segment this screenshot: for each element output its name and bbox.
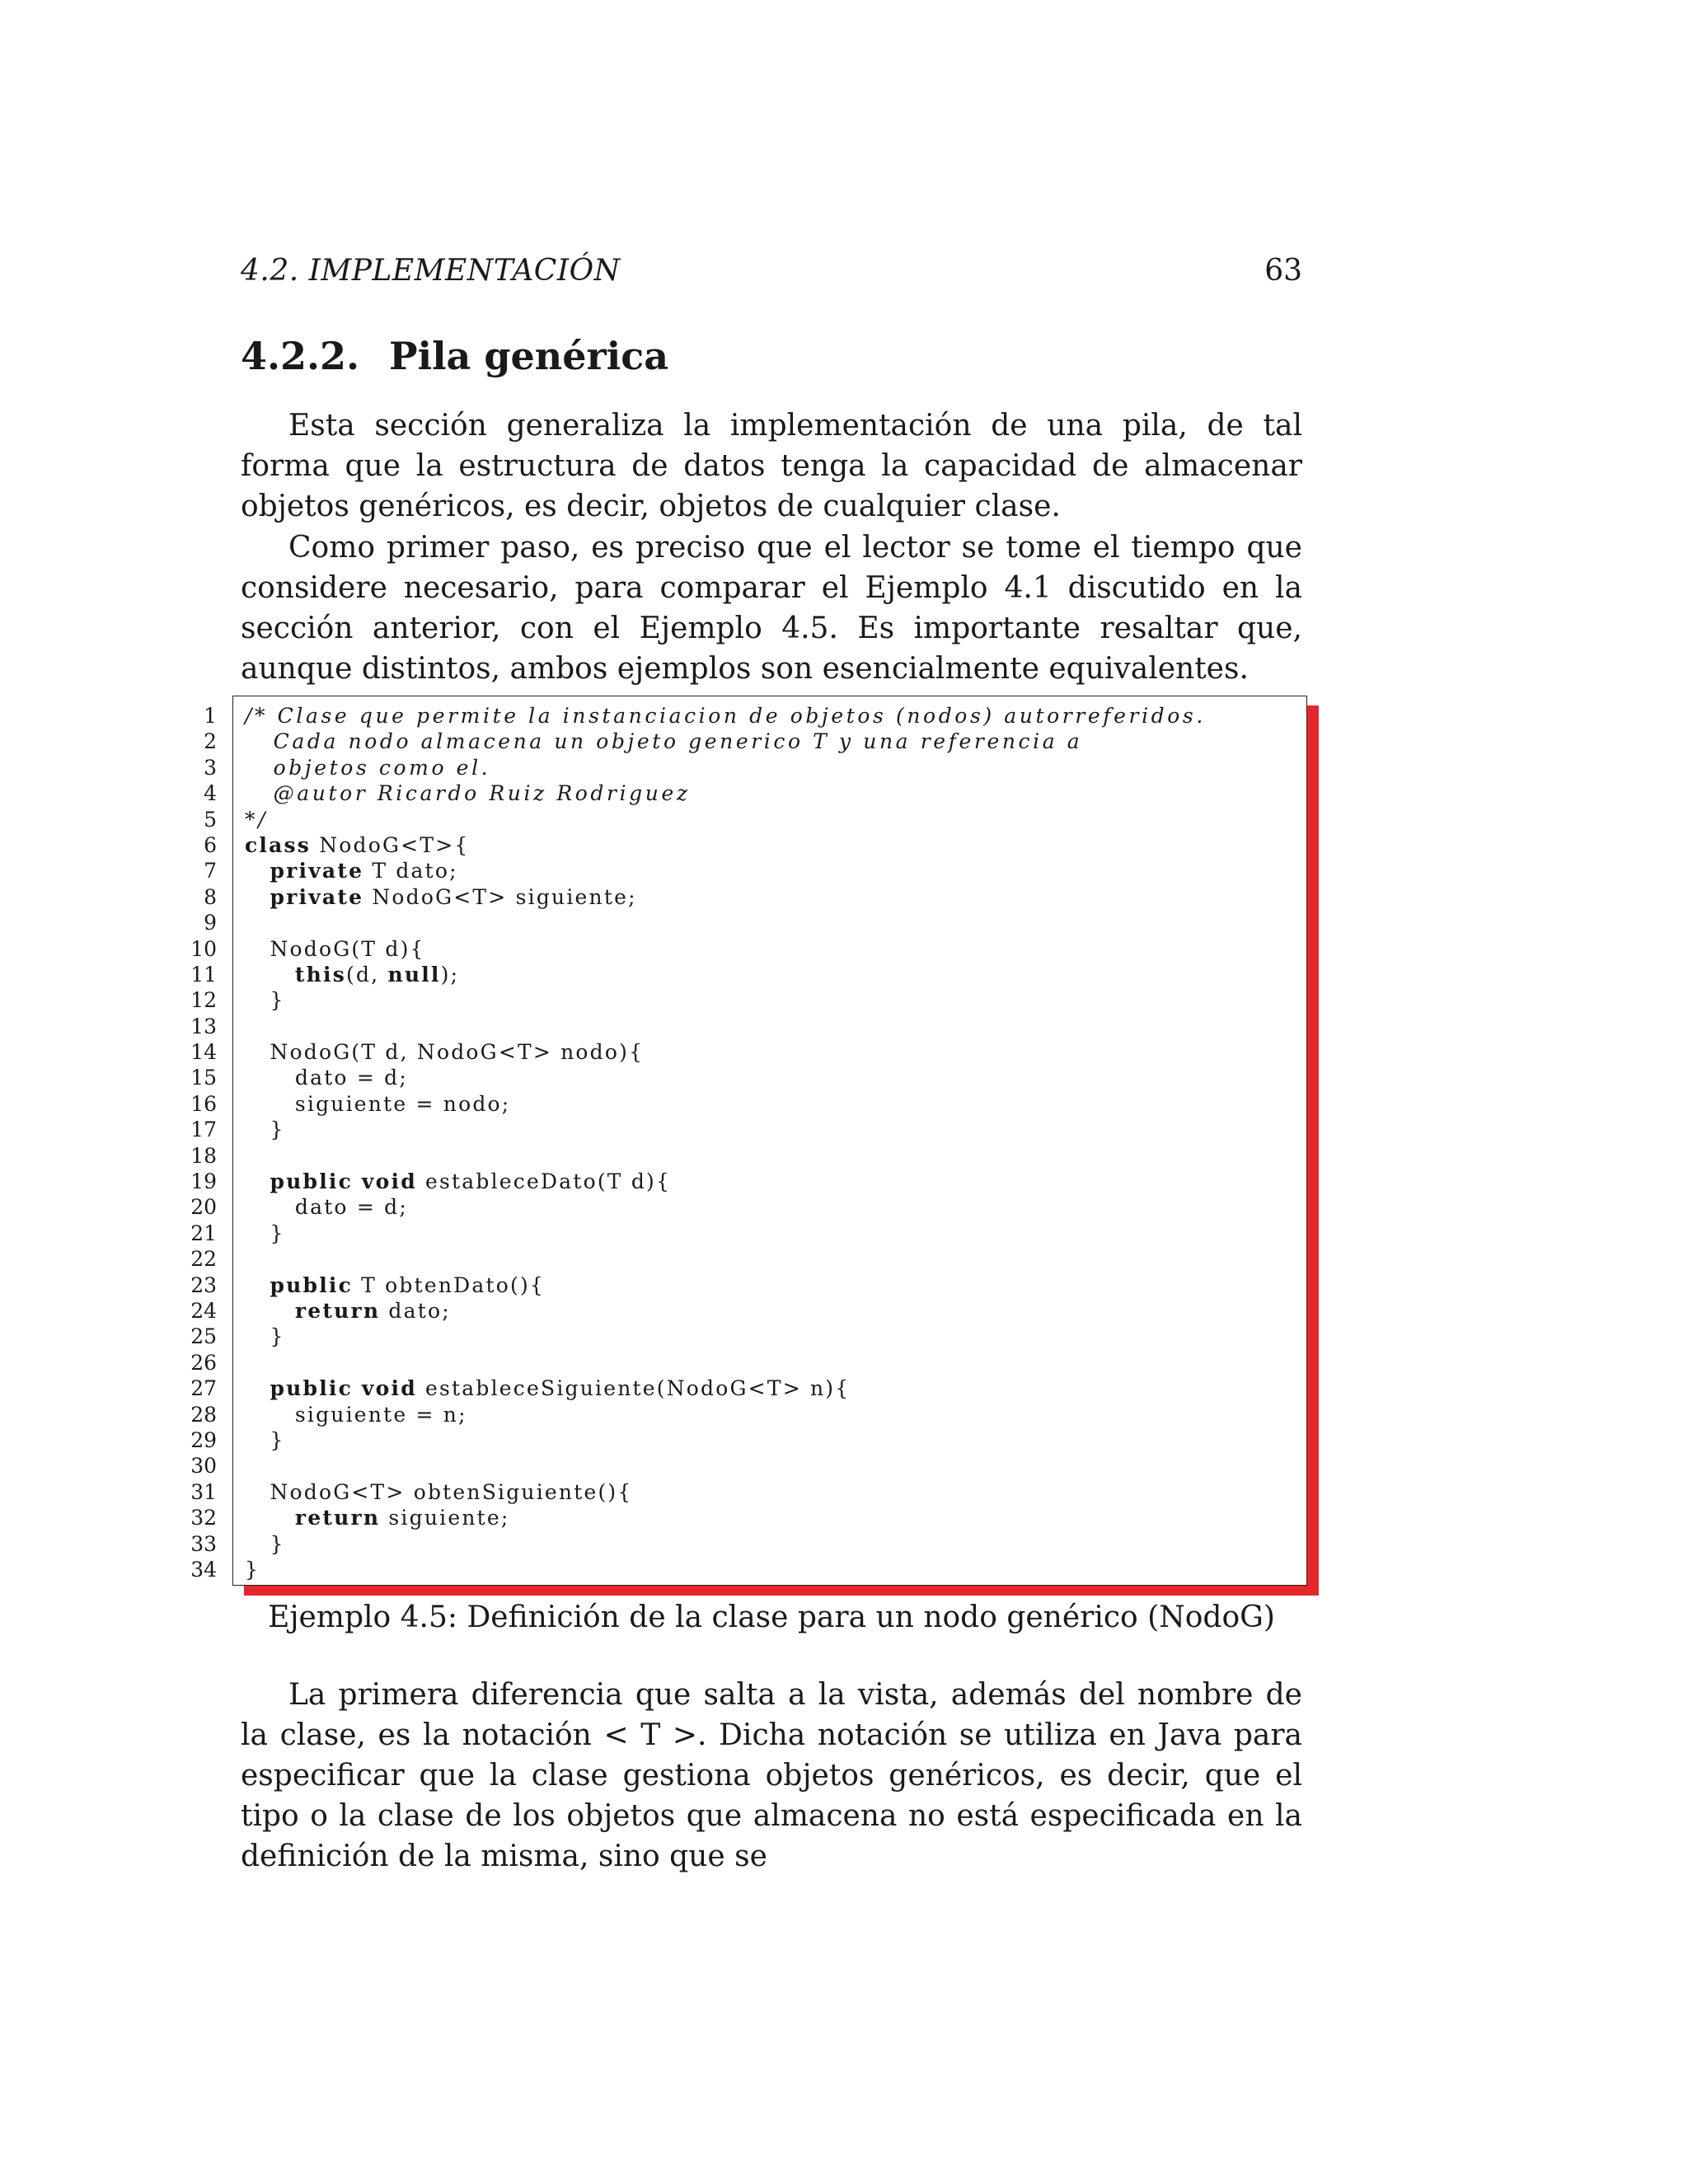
code-keyword: null <box>387 962 441 987</box>
line-number: 13 <box>190 1014 217 1038</box>
code-line <box>190 1246 1306 1272</box>
line-number: 20 <box>190 1195 217 1220</box>
line-number: 10 <box>190 936 217 961</box>
code-line <box>204 703 1306 729</box>
code-text <box>245 703 1206 729</box>
code-fragment: siguiente = n; <box>245 1402 467 1427</box>
code-keyword: public <box>270 1272 354 1297</box>
code-text <box>245 1557 260 1582</box>
line-number: 15 <box>190 1066 217 1090</box>
code-text <box>245 1505 509 1530</box>
line-number: 7 <box>204 859 217 883</box>
line-number: 19 <box>190 1169 217 1194</box>
code-line <box>204 755 1306 780</box>
running-title: 4.2. IMPLEMENTACIÓN <box>241 254 621 288</box>
section-heading <box>241 334 668 378</box>
code-keyword: return <box>294 1298 381 1323</box>
code-fragment: } <box>245 1324 285 1349</box>
line-number: 4 <box>204 781 217 806</box>
code-line <box>190 1376 1306 1401</box>
code-line <box>190 1143 1306 1169</box>
code-lines <box>190 703 1306 1582</box>
code-fragment: dato = d; <box>245 1195 408 1220</box>
code-line <box>204 884 1306 910</box>
code-fragment: NodoG(T d){ <box>245 936 425 961</box>
line-number: 8 <box>204 884 217 909</box>
code-line <box>190 1298 1306 1324</box>
line-number: 14 <box>190 1040 217 1065</box>
line-number: 6 <box>204 832 217 857</box>
code-fragment: NodoG<T> obtenSiguiente(){ <box>245 1479 633 1504</box>
code-fragment: objetos como el. <box>245 755 491 780</box>
code-line <box>190 1505 1306 1530</box>
line-number: 34 <box>190 1557 217 1582</box>
running-header <box>241 254 1302 295</box>
code-fragment: NodoG<T> siguiente; <box>363 884 637 909</box>
code-fragment: siguiente; <box>380 1506 510 1530</box>
code-line <box>190 1453 1306 1479</box>
line-number: 23 <box>190 1272 217 1297</box>
code-fragment: Cada nodo almacena un objeto generico T y una referencia a <box>245 729 1083 754</box>
code-text <box>245 780 691 806</box>
code-fragment: siguiente = nodo; <box>245 1091 511 1116</box>
line-number: 25 <box>190 1324 217 1349</box>
code-listing <box>190 696 1307 1586</box>
code-text <box>245 1039 644 1065</box>
code-line <box>190 1117 1306 1142</box>
code-text <box>245 1272 545 1298</box>
code-fragment: @autor Ricardo Ruiz Rodriguez <box>245 781 691 806</box>
code-fragment: */ <box>245 807 269 832</box>
code-line <box>190 987 1306 1013</box>
code-line <box>190 962 1306 987</box>
section-number: 4.2.2. <box>241 334 360 378</box>
code-line <box>190 1065 1306 1090</box>
line-number: 29 <box>190 1427 217 1452</box>
code-line <box>190 1014 1306 1039</box>
listing-caption: Ejemplo 4.5: Definición de la clase para un nodo genérico (NodoG) <box>268 1601 1275 1634</box>
code-fragment: ); <box>440 962 460 987</box>
code-text <box>245 1298 451 1324</box>
code-keyword: private <box>270 859 364 883</box>
section-title: Pila genérica <box>389 334 669 378</box>
line-number: 2 <box>204 729 217 754</box>
line-number: 27 <box>190 1376 217 1401</box>
line-number: 31 <box>190 1479 217 1504</box>
line-number: 12 <box>190 988 217 1013</box>
code-fragment: NodoG(T d, NodoG<T> nodo){ <box>245 1040 645 1065</box>
code-line <box>204 729 1306 754</box>
code-text <box>245 1065 408 1090</box>
code-line <box>190 1531 1306 1557</box>
code-text <box>245 1402 467 1427</box>
code-line <box>190 1402 1306 1427</box>
code-fragment: estableceSiguiente(NodoG<T> n){ <box>416 1376 851 1401</box>
code-text <box>245 1194 408 1220</box>
code-fragment: estableceDato(T d){ <box>416 1169 672 1194</box>
line-number: 1 <box>204 704 217 728</box>
code-keyword: private <box>270 884 364 909</box>
code-fragment: T dato; <box>363 859 458 883</box>
line-number: 11 <box>190 962 217 987</box>
code-line <box>190 1272 1306 1298</box>
code-text <box>245 755 490 780</box>
code-text <box>245 1376 850 1401</box>
line-number: 26 <box>190 1350 217 1375</box>
code-fragment: dato; <box>380 1298 451 1323</box>
code-line <box>190 1427 1306 1453</box>
code-text <box>245 987 285 1013</box>
line-number: 16 <box>190 1091 217 1116</box>
code-fragment: } <box>245 1221 285 1245</box>
code-text <box>245 832 469 858</box>
line-number: 33 <box>190 1531 217 1556</box>
code-line <box>204 832 1306 858</box>
code-text <box>245 1324 285 1349</box>
code-keyword: return <box>294 1506 381 1530</box>
code-text <box>245 1221 285 1246</box>
line-number: 32 <box>190 1506 217 1530</box>
code-fragment: } <box>245 1118 285 1142</box>
line-number: 3 <box>204 755 217 780</box>
code-line <box>190 1479 1306 1505</box>
code-line <box>190 1324 1306 1349</box>
paragraph-comparison: Como primer paso, es preciso que el lector se tome el tiempo que considere necesario, para comparar el Ejemplo 4.1 discutido en la sección anterior, con el Ejemplo 4.5. Es importante resaltar que, aunque distintos, ambos ejemplos son esencialmente equivalentes. <box>241 531 1302 686</box>
code-line <box>190 1169 1306 1194</box>
line-number: 28 <box>190 1402 217 1427</box>
line-number: 17 <box>190 1118 217 1142</box>
code-keyword: public void <box>270 1169 417 1194</box>
code-keyword: public void <box>270 1376 417 1401</box>
code-text <box>245 807 268 832</box>
code-line <box>204 780 1306 806</box>
code-fragment: } <box>245 1557 260 1582</box>
code-text <box>245 858 458 883</box>
paragraph-notation: La primera diferencia que salta a la vista, además del nombre de la clase, es la notación < T >. Dicha notación se utiliza en Java para especificar que la clase gestiona objetos genéricos, es decir, que el tipo o la clase de los objetos que almacena no está especificada en la definición de la misma, sino que se <box>241 1678 1302 1873</box>
code-fragment: } <box>245 1531 285 1556</box>
code-keyword: class <box>245 832 312 857</box>
code-line <box>204 807 1306 832</box>
code-fragment: dato = d; <box>245 1066 408 1090</box>
code-fragment: (d, <box>346 962 388 987</box>
paragraph-intro: Esta sección generaliza la implementación de una pila, de tal forma que la estructura de datos tenga la capacidad de almacenar objetos genéricos, es decir, objetos de cualquier clase. <box>241 409 1302 523</box>
code-text <box>245 884 637 910</box>
code-fragment: } <box>245 988 285 1013</box>
code-box <box>190 696 1307 1586</box>
code-line <box>190 1557 1306 1582</box>
code-text <box>245 962 459 987</box>
line-number: 9 <box>204 911 217 935</box>
code-text <box>245 1531 285 1557</box>
code-line <box>190 1350 1306 1376</box>
code-line <box>204 858 1306 883</box>
code-line <box>190 1091 1306 1117</box>
line-number: 24 <box>190 1298 217 1323</box>
code-keyword: this <box>294 962 346 987</box>
line-number: 18 <box>190 1143 217 1168</box>
code-line <box>190 936 1306 962</box>
page-number: 63 <box>1264 254 1302 288</box>
code-fragment: NodoG<T>{ <box>311 832 470 857</box>
code-fragment: } <box>245 1427 285 1452</box>
line-number: 21 <box>190 1221 217 1245</box>
line-number: 30 <box>190 1454 217 1479</box>
code-text <box>245 1427 285 1453</box>
code-text <box>245 936 425 962</box>
code-text <box>245 1091 510 1117</box>
code-text <box>245 1479 632 1505</box>
code-text <box>245 1169 671 1194</box>
line-number: 22 <box>190 1247 217 1272</box>
code-text <box>245 729 1082 754</box>
code-line <box>204 910 1306 935</box>
code-fragment: T obtenDato(){ <box>353 1272 546 1297</box>
code-line <box>190 1194 1306 1220</box>
code-fragment: /* Clase que permite la instanciacion de objetos (nodos) autorreferidos. <box>245 704 1206 728</box>
code-line <box>190 1039 1306 1065</box>
code-text <box>245 1117 285 1142</box>
code-line <box>190 1221 1306 1246</box>
line-number: 5 <box>204 807 217 832</box>
